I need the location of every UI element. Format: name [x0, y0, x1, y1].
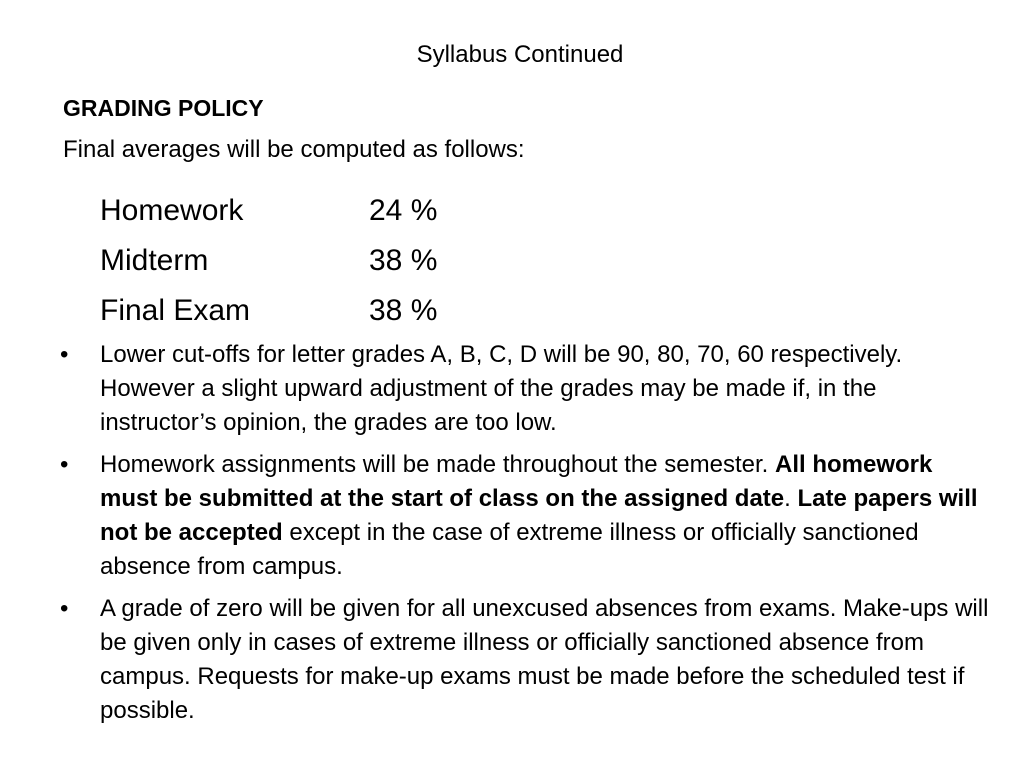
- grade-weight-value: 38 %: [369, 294, 438, 327]
- grade-weight-value: 38 %: [369, 244, 438, 277]
- section-heading: GRADING POLICY: [63, 95, 264, 121]
- bullet-dot-icon: •: [60, 341, 69, 368]
- bullet-exam-absences: [60, 592, 990, 728]
- bullet-text: A grade of zero will be given for all unexcused absences from exams. Make-ups will be given only in cases of extreme illness or officially sanctioned absence from campus. Requests for make-up exams must be made before the scheduled test if possible.: [100, 595, 989, 724]
- grade-row-final-exam: [100, 291, 437, 341]
- slide-title: Syllabus Continued: [416, 41, 624, 68]
- bullet-text: Lower cut-offs for letter grades A, B, C, D will be 90, 80, 70, 60 respectively. However a slight upward adjustment of the grades may be made if, in the instructor’s opinion, the grades are too low.: [100, 341, 903, 436]
- grade-item-label: Midterm: [100, 244, 209, 277]
- bullet-text: [100, 451, 978, 580]
- policy-bullet-list: [60, 338, 990, 736]
- grade-row-midterm: [100, 241, 437, 291]
- bullet-dot-icon: •: [60, 595, 69, 622]
- homework-submission-emphasis: All homework must be submitted at the start of class on the assigned date: [100, 451, 933, 512]
- homework-text-part: except in the case of extreme illness or officially sanctioned absence from campus.: [100, 519, 919, 580]
- grade-weights-table: [100, 191, 437, 341]
- grade-weight-value: 24 %: [369, 194, 438, 227]
- bullet-homework-policy: [60, 448, 990, 584]
- homework-text-part: .: [784, 485, 798, 512]
- grade-row-homework: [100, 191, 437, 241]
- homework-text-part: Homework assignments will be made throughout the semester.: [100, 451, 775, 478]
- grade-item-label: Homework: [100, 194, 244, 227]
- late-papers-emphasis: Late papers will not be accepted: [100, 485, 978, 546]
- intro-text: Final averages will be computed as follows:: [63, 136, 525, 163]
- grade-item-label: Final Exam: [100, 294, 251, 327]
- bullet-letter-grade-cutoffs: [60, 338, 990, 440]
- bullet-dot-icon: •: [60, 451, 69, 478]
